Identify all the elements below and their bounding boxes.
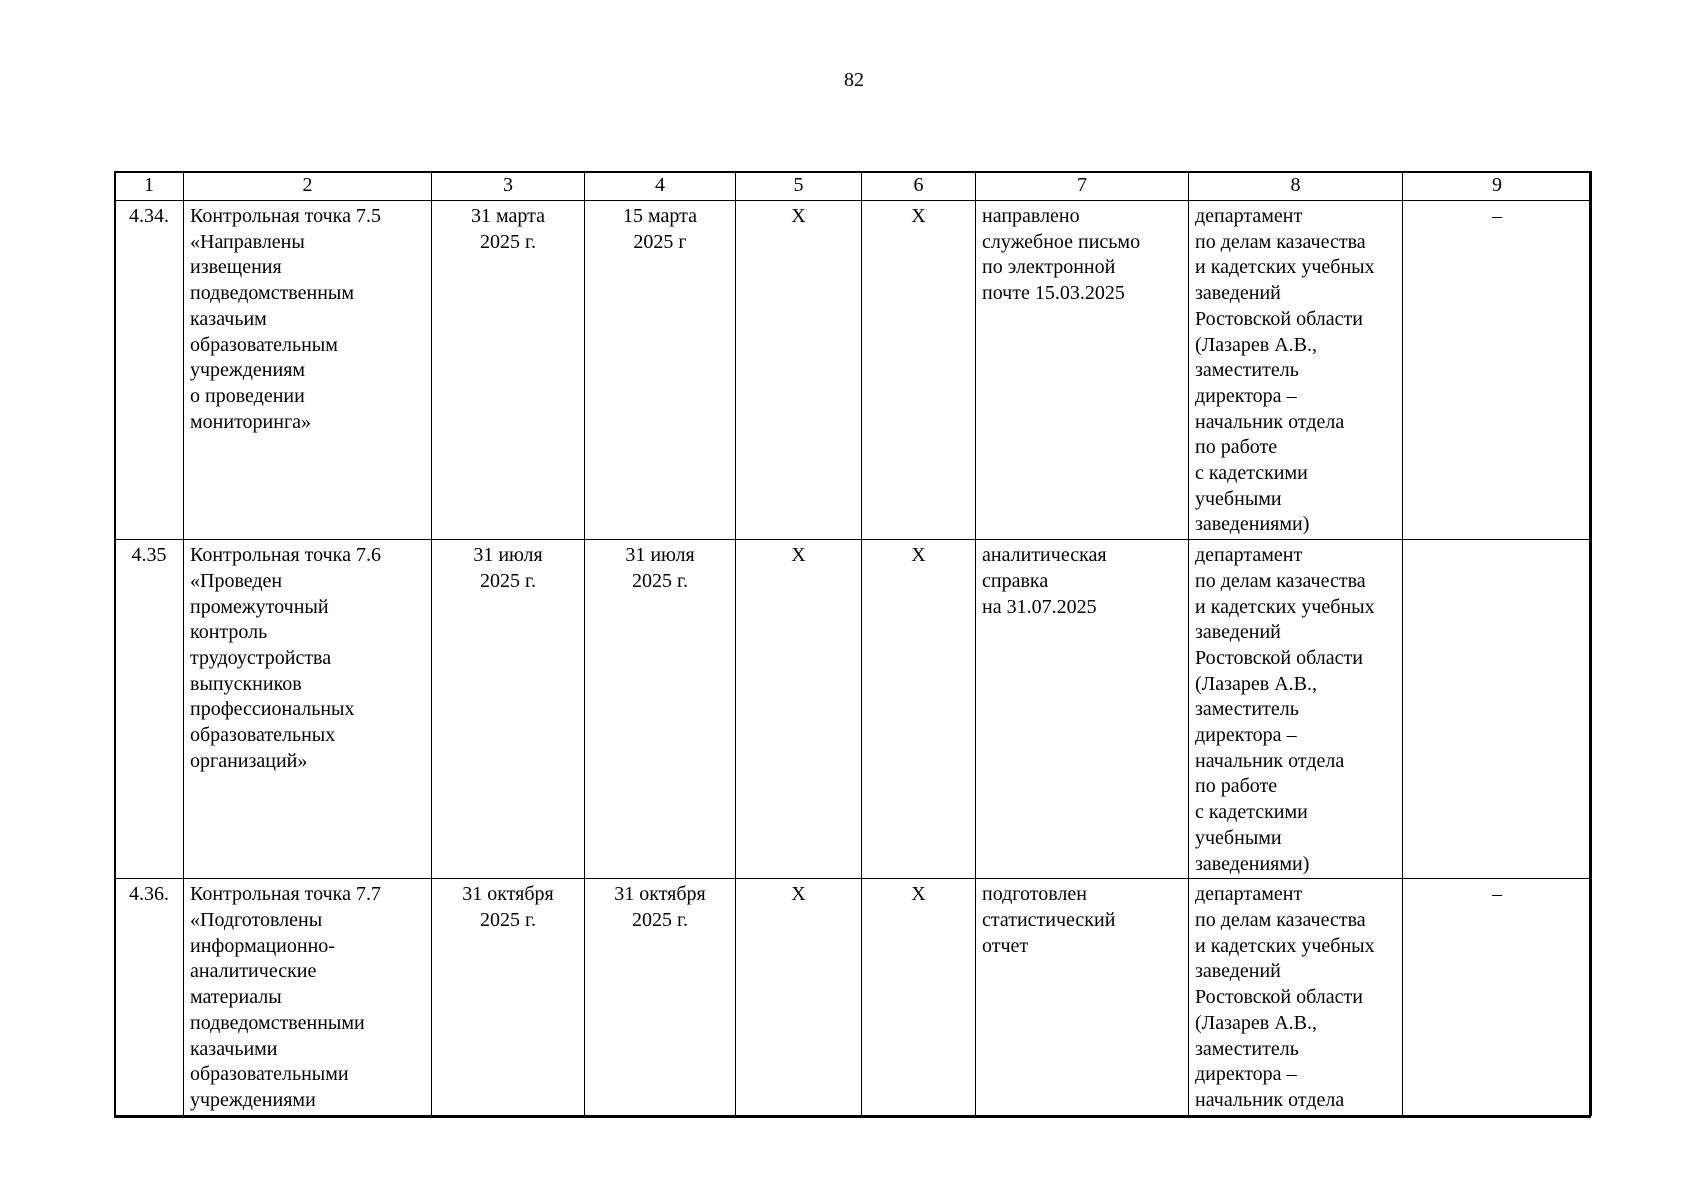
row-number: 4.36. — [115, 879, 184, 1115]
result-text: подготовлен статистический отчет — [976, 879, 1189, 1115]
col5-mark: X — [736, 201, 862, 540]
header-cell: 9 — [1403, 172, 1592, 201]
header-cell: 3 — [432, 172, 585, 201]
result-text: направлено служебное письмо по электронной почте 15.03.2025 — [976, 201, 1189, 540]
table-row — [115, 201, 1592, 540]
header-cell: 6 — [862, 172, 976, 201]
col9-value: – — [1403, 201, 1592, 540]
row-number: 4.35 — [115, 540, 184, 879]
header-cell: 5 — [736, 172, 862, 201]
page-number: 82 — [844, 69, 864, 91]
responsible-text: департамент по делам казачества и кадетских учебных заведений Ростовской области (Лазарев А.В., заместитель директора – начальник отдела по работе с кадетскими учебными заведениями) — [1189, 540, 1403, 879]
table-row — [115, 879, 1592, 1115]
col5-mark: X — [736, 540, 862, 879]
fact-date: 31 октября 2025 г. — [585, 879, 736, 1115]
col6-mark: X — [862, 201, 976, 540]
event-name: Контрольная точка 7.7 «Подготовлены информационно- аналитические материалы подведомственными казачьими образовательными учреждениями — [184, 879, 432, 1115]
col9-value — [1403, 540, 1592, 879]
fact-date: 15 марта 2025 г — [585, 201, 736, 540]
fact-date: 31 июля 2025 г. — [585, 540, 736, 879]
col9-value: – — [1403, 879, 1592, 1115]
plan-table — [114, 171, 1592, 1116]
result-text: аналитическая справка на 31.07.2025 — [976, 540, 1189, 879]
responsible-text: департамент по делам казачества и кадетских учебных заведений Ростовской области (Лазарев А.В., заместитель директора – начальник отдела — [1189, 879, 1403, 1115]
table-row — [115, 540, 1592, 879]
plan-date: 31 июля 2025 г. — [432, 540, 585, 879]
header-cell: 2 — [184, 172, 432, 201]
col6-mark: X — [862, 879, 976, 1115]
header-cell: 4 — [585, 172, 736, 201]
header-cell: 7 — [976, 172, 1189, 201]
plan-date: 31 октября 2025 г. — [432, 879, 585, 1115]
header-cell: 8 — [1189, 172, 1403, 201]
table-header-row — [115, 172, 1592, 201]
col6-mark: X — [862, 540, 976, 879]
row-number: 4.34. — [115, 201, 184, 540]
header-cell: 1 — [115, 172, 184, 201]
event-name: Контрольная точка 7.6 «Проведен промежуточный контроль трудоустройства выпускников профессиональных образовательных организаций» — [184, 540, 432, 879]
responsible-text: департамент по делам казачества и кадетских учебных заведений Ростовской области (Лазарев А.В., заместитель директора – начальник отдела по работе с кадетскими учебными заведениями) — [1189, 201, 1403, 540]
event-name: Контрольная точка 7.5 «Направлены извещения подведомственным казачьим образовательным учреждениям о проведении мониторинга» — [184, 201, 432, 540]
plan-date: 31 марта 2025 г. — [432, 201, 585, 540]
col5-mark: X — [736, 879, 862, 1115]
